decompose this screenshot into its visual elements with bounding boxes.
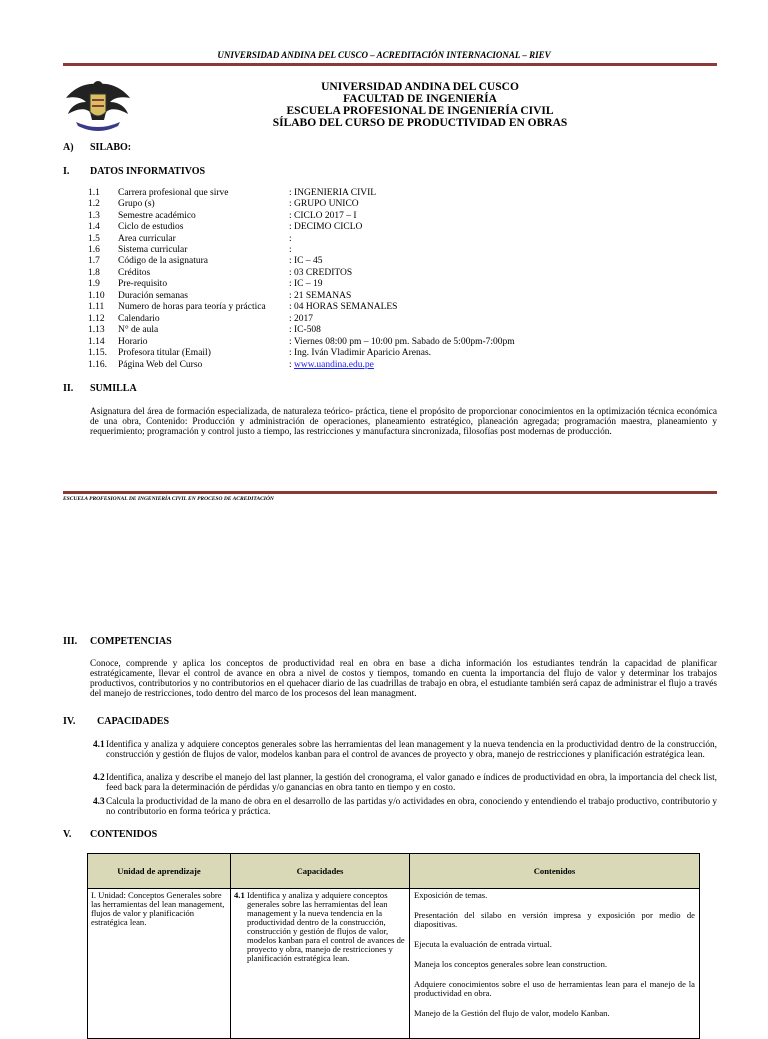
row-label: Código de la asignatura bbox=[118, 256, 208, 266]
section-title: CONTENIDOS bbox=[90, 829, 158, 840]
content-item: Maneja los conceptos generales sobre lean construction. bbox=[414, 959, 608, 969]
section-sumilla bbox=[63, 383, 137, 394]
section-number: III. bbox=[63, 636, 78, 647]
row-label: Créditos bbox=[118, 268, 151, 278]
section-title: DATOS INFORMATIVOS bbox=[90, 166, 206, 177]
section-silabo bbox=[63, 142, 131, 153]
capacidad-text: Identifica y analiza y adquiere conceptos generales sobre las herramientas del lean management y la nueva tendencia en la productividad dentro de la construcción, construcción y gestión de flujos de valor, modelos kanban para el control de avances de proyecto y obra, manejo de restricciones y planificación estratégica lean. bbox=[247, 890, 405, 963]
row-value: : Viernes 08:00 pm – 10:00 pm. Sabado de 5:00pm-7:00pm bbox=[289, 337, 515, 347]
competencias-text: Conoce, comprende y aplica los conceptos de productividad real en obra en base a dicha información los estudiantes tendrán la capacidad de planificar estratégicamente, llevar el control de avance en obra a nivel de costos y tiempos, tomando en cuenta la importancia del flujo de valor y determinar los trabajos productivos, contributorios y no contributorios en el quehacer diario de las cuadrillas de trabajo en obra, el estudiante también será capaz de administrar el flujo a través del manejo de restricciones, todo dentro del marco de los procesos del lean managment. bbox=[90, 659, 717, 699]
row-value: : INGENIERIA CIVIL bbox=[289, 188, 377, 198]
row-value: : bbox=[289, 234, 292, 244]
row-number: 1.7 bbox=[88, 256, 100, 266]
row-label: Horario bbox=[118, 337, 148, 347]
unidad-cell: I. Unidad: Conceptos Generales sobre las herramientas del lean management, flujos de valor y planificación estratégica lean. bbox=[88, 889, 231, 1039]
table-header-row bbox=[88, 854, 700, 889]
content-item: Exposición de temas. bbox=[414, 890, 488, 900]
content-item: Presentación del silabo en versión impresa y exposición por medio de diapositivas. bbox=[414, 910, 695, 929]
section-title: SILABO: bbox=[90, 142, 132, 153]
row-value: : CICLO 2017 – I bbox=[289, 211, 357, 221]
row-value: : DECIMO CICLO bbox=[289, 222, 363, 232]
row-value: : 03 CREDITOS bbox=[289, 268, 353, 278]
row-label: Ciclo de estudios bbox=[118, 222, 184, 232]
title-block bbox=[140, 81, 700, 129]
faculty-name: FACULTAD DE INGENIERÍA bbox=[343, 93, 497, 105]
row-label: Area curricular bbox=[118, 234, 176, 244]
capacidad-item bbox=[93, 740, 717, 760]
row-number: 1.1 bbox=[88, 188, 100, 198]
document-header: UNIVERSIDAD ANDINA DEL CUSCO – ACREDITACIÓN INTERNACIONAL – RIEV bbox=[217, 50, 551, 60]
row-number: 1.8 bbox=[88, 268, 100, 278]
university-crest-logo bbox=[66, 76, 130, 134]
section-title: COMPETENCIAS bbox=[90, 636, 172, 647]
row-number: 1.15. bbox=[88, 348, 107, 358]
capacidad-number: 4.3 bbox=[93, 797, 105, 807]
row-label: N° de aula bbox=[118, 325, 159, 335]
content-item: Ejecuta la evaluación de entrada virtual. bbox=[414, 939, 552, 949]
section-competencias bbox=[63, 636, 172, 647]
capacidad-text: Identifica, analiza y describe el manejo del last planner, la gestión del cronograma, el valor ganado e índices de productividad en obra, la importancia del check list, feed back para la determinación de pérdidas y/o ganancias en obra tanto en tiempo y en costo. bbox=[106, 773, 717, 793]
school-name: ESCUELA PROFESIONAL DE INGENIERÍA CIVIL bbox=[286, 105, 554, 117]
section-number: I. bbox=[63, 166, 70, 177]
section-number: IV. bbox=[63, 716, 76, 727]
content-item: Manejo de la Gestión del flujo de valor, modelo Kanban. bbox=[414, 1008, 610, 1018]
header-unidad: Unidad de aprendizaje bbox=[88, 854, 231, 889]
row-number: 1.6 bbox=[88, 245, 100, 255]
row-number: 1.4 bbox=[88, 222, 100, 232]
row-label: Grupo (s) bbox=[118, 199, 155, 209]
capacidad-text: Calcula la productividad de la mano de obra en el desarrollo de las partidas y/o actividades en obra, conociendo y entendiendo el trabajo productivo, contributorio y no contributorio en forma teórica y práctica. bbox=[106, 797, 717, 817]
row-value: : IC – 45 bbox=[289, 256, 323, 266]
row-label: Pre-requisito bbox=[118, 279, 168, 289]
row-number: 1.16. bbox=[88, 360, 107, 370]
row-number: 1.3 bbox=[88, 211, 100, 221]
section-number: II. bbox=[63, 383, 74, 394]
section-number: A) bbox=[63, 142, 74, 153]
row-label: Sistema curricular bbox=[118, 245, 188, 255]
row-number: 1.12 bbox=[88, 314, 105, 324]
content-item: Adquiere conocimientos sobre el uso de herramientas lean para el manejo de la productividad en obra. bbox=[414, 979, 695, 998]
section-datos-informativos bbox=[63, 166, 205, 177]
row-number: 1.10 bbox=[88, 291, 105, 301]
header-capacidades: Capacidades bbox=[231, 854, 410, 889]
row-number: 1.11 bbox=[88, 302, 105, 312]
row-value bbox=[289, 360, 374, 370]
row-value: : IC-508 bbox=[289, 325, 321, 335]
row-number: 1.9 bbox=[88, 279, 100, 289]
row-label: Calendario bbox=[118, 314, 160, 324]
row-value: : 2017 bbox=[289, 314, 314, 324]
syllabus-title: SÍLABO DEL CURSO DE PRODUCTIVIDAD EN OBRAS bbox=[272, 117, 568, 129]
course-website-link[interactable]: www.uandina.edu.pe bbox=[294, 360, 374, 370]
capacidad-item bbox=[93, 797, 717, 817]
section-number: V. bbox=[63, 829, 72, 840]
row-value: : 04 HORAS SEMANALES bbox=[289, 302, 398, 312]
section-capacidades bbox=[63, 716, 169, 727]
table-row bbox=[88, 889, 700, 1039]
capacidades-cell bbox=[231, 889, 410, 1039]
row-value: : 21 SEMANAS bbox=[289, 291, 352, 301]
row-number: 1.14 bbox=[88, 337, 105, 347]
university-name: UNIVERSIDAD ANDINA DEL CUSCO bbox=[321, 81, 519, 93]
capacidad-number: 4.2 bbox=[93, 773, 105, 783]
row-label: Semestre académico bbox=[118, 211, 196, 221]
row-number: 1.5 bbox=[88, 234, 100, 244]
row-number: 1.2 bbox=[88, 199, 100, 209]
capacidad-number: 4.1 bbox=[234, 890, 245, 900]
row-value: : IC – 19 bbox=[289, 279, 323, 289]
row-label: Carrera profesional que sirve bbox=[118, 188, 229, 198]
capacidad-number: 4.1 bbox=[93, 740, 105, 750]
contenidos-table bbox=[87, 853, 700, 1039]
header-rule bbox=[63, 63, 717, 66]
section-title: CAPACIDADES bbox=[97, 716, 170, 727]
row-value: : Ing. Iván Vladimir Aparicio Arenas. bbox=[289, 348, 432, 358]
row-value-prefix: : bbox=[289, 360, 295, 370]
row-label: Duración semanas bbox=[118, 291, 188, 301]
row-value: : bbox=[289, 245, 292, 255]
footer-rule bbox=[63, 491, 717, 494]
header-contenidos: Contenidos bbox=[410, 854, 700, 889]
row-label: Página Web del Curso bbox=[118, 360, 203, 370]
section-title: SUMILLA bbox=[90, 383, 137, 394]
row-label: Numero de horas para teoría y práctica bbox=[118, 302, 266, 312]
row-number: 1.13 bbox=[88, 325, 105, 335]
section-contenidos bbox=[63, 829, 157, 840]
contenidos-cell bbox=[410, 889, 700, 1039]
capacidad-text: Identifica y analiza y adquiere conceptos generales sobre las herramientas del lean management y la nueva tendencia en la productividad dentro de la construcción, construcción y gestión de flujos de valor, modelos kanban para el control de avances de proyecto y obra, manejo de restricciones y planificación estratégica lean. bbox=[106, 740, 717, 760]
page-footer: ESCUELA PROFESIONAL DE INGENIERÍA CIVIL EN PROCESO DE ACREDITACIÓN bbox=[63, 496, 274, 502]
row-value: : GRUPO UNICO bbox=[289, 199, 359, 209]
row-label: Profesora titular (Email) bbox=[118, 348, 211, 358]
capacidad-item bbox=[93, 773, 717, 793]
sumilla-text: Asignatura del área de formación especializada, de naturaleza teórico- práctica, tiene el propósito de proporcionar conocimientos en la optimización técnica económica de una obra, Contenido: Producción y administración de operaciones, planeamiento estratégico, planeación agregada; programación maestra, planeamiento y requerimiento; programación y control justo a tiempo, las restricciones y manufactura sincronizada, filosofías post modernas de producción. bbox=[90, 407, 717, 437]
